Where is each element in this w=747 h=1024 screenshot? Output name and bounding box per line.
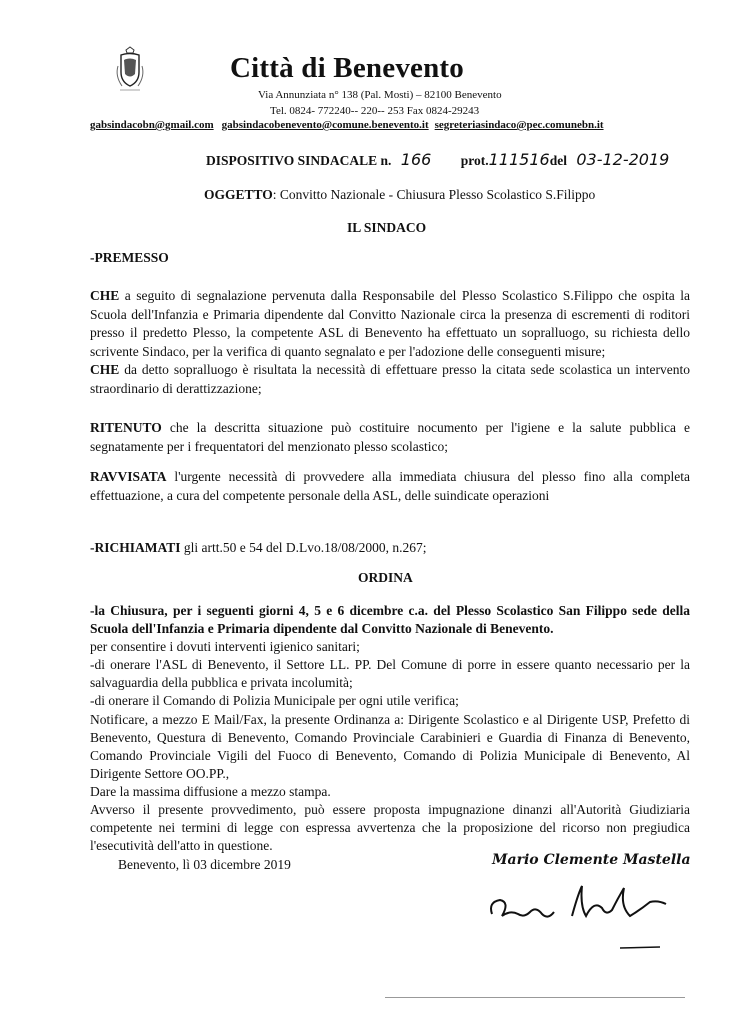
- che-paragraphs: [90, 287, 690, 399]
- richiamati-label: -RICHIAMATI: [90, 540, 181, 555]
- ritenuto-text: che la descritta situazione può costituire nocumento per l'igiene e la salute pubblica e segnatamente per i frequentatori del menzionato plesso scolastico;: [90, 420, 690, 454]
- sindaco-heading: IL SINDACO: [347, 220, 427, 235]
- dispositivo-date: 03-12-2019: [576, 150, 670, 169]
- ordina-heading: ORDINA: [358, 570, 413, 585]
- ravvisata-paragraph: [90, 468, 690, 505]
- prot-number: 111516: [488, 150, 550, 169]
- signature-icon: [470, 872, 700, 962]
- dispositivo-number: 166: [400, 150, 432, 169]
- ravvisata-text: l'urgente necessità di provvedere alla immediata chiusura del plesso fino alla completa effettuazione, a cura del competente personale della ASL, delle suindicate operazioni: [90, 469, 690, 503]
- dispositivo-line: [206, 150, 669, 169]
- richiamati-text: gli artt.50 e 54 del D.Lvo.18/08/2000, n.267;: [180, 540, 427, 555]
- email-link-gmail[interactable]: gabsindacobn@gmail.com: [90, 119, 214, 131]
- email-link-comune[interactable]: gabsindacobenevento@comune.benevento.it: [221, 119, 429, 131]
- ordina-line-6: Avverso il presente provvedimento, può essere proposta impugnazione dinanzi all'Autorità Giudiziaria competente nei termini di legge con espressa avvertenza che la proposizione del ricorso non pregiudica l'esecutività dell'atto in questione.: [90, 802, 690, 854]
- city-phone: Tel. 0824- 772240-- 220-- 253 Fax 0824-29243: [270, 105, 480, 117]
- prot-label: prot.: [460, 153, 489, 168]
- city-crest-icon: [112, 46, 148, 94]
- ordina-line-1: per consentire i dovuti interventi igienico sanitari;: [90, 639, 360, 655]
- city-address: Via Annunziata n° 138 (Pal. Mosti) – 82100 Benevento: [258, 89, 502, 101]
- ordina-body: [90, 602, 690, 855]
- ordina-line-2: -di onerare l'ASL di Benevento, il Settore LL. PP. Del Comune di porre in essere quanto necessario per la salvaguardia della pubblica e privata incolumità;: [90, 657, 690, 691]
- ritenuto-label: RITENUTO: [90, 420, 162, 435]
- che1-label: CHE: [90, 288, 120, 303]
- ordina-line-3: -di onerare il Comando di Polizia Municipale per ogni utile verifica;: [90, 693, 459, 709]
- city-title: Città di Benevento: [230, 52, 464, 84]
- ritenuto-paragraph: [90, 419, 690, 456]
- bottom-divider: [385, 997, 685, 998]
- dispositivo-label: DISPOSITIVO SINDACALE: [206, 153, 378, 168]
- dispositivo-n-label: n.: [380, 153, 392, 168]
- che2-text: da detto sopralluogo è risultata la necessità di effettuare presso la citata sede scolastica un intervento straordinario di derattizzazione;: [90, 362, 690, 396]
- richiamati-line: [90, 540, 426, 556]
- oggetto-label: OGGETTO: [204, 187, 273, 202]
- signer-name: Mario Clemente Mastella: [492, 852, 691, 868]
- place-date: Benevento, lì 03 dicembre 2019: [118, 857, 291, 872]
- ordina-chiusura: -la Chiusura, per i seguenti giorni 4, 5 e 6 dicembre c.a. del Plesso Scolastico San Filippo sede della Scuola dell'Infanzia e Primaria dipendente dal Convitto Nazionale di Benevento.: [90, 603, 690, 637]
- email-link-pec[interactable]: segreteriasindaco@pec.comunebn.it: [434, 119, 604, 131]
- ordina-line-4: Notificare, a mezzo E Mail/Fax, la presente Ordinanza a: Dirigente Scolastico e al Dirigente USP, Prefetto di Benevento, Questura di Benevento, Comando Provinciale Carabinieri e Guardia di Finanza di Benevento, Comando Provinciale Vigili del Fuoco di Benevento, Comando di Polizia Municipale di Benevento, Al Dirigente Settore OO.PP.,: [90, 711, 690, 781]
- ravvisata-label: RAVVISATA: [90, 469, 167, 484]
- premesso-heading: -PREMESSO: [90, 250, 169, 265]
- del-label: del: [549, 153, 567, 168]
- ordina-line-5: Dare la massima diffusione a mezzo stampa.: [90, 783, 331, 799]
- che2-label: CHE: [90, 362, 120, 378]
- oggetto-text: : Convitto Nazionale - Chiusura Plesso Scolastico S.Filippo: [272, 187, 596, 202]
- che1-text: a seguito di segnalazione pervenuta dalla Responsabile del Plesso Scolastico S.Filippo che ospita la Scuola dell'Infanzia e Primaria dipendente dal Convitto Nazionale circa la presenza di escrementi di roditori presso il predetto Plesso, la competente ASL di Benevento ha effettuato un sopralluogo, su richiesta dello scrivente Sindaco, per la verifica di quanto segnalato e per l'adozione delle conseguenti misure;: [90, 288, 690, 359]
- email-line: [90, 119, 604, 131]
- oggetto-line: [204, 187, 595, 203]
